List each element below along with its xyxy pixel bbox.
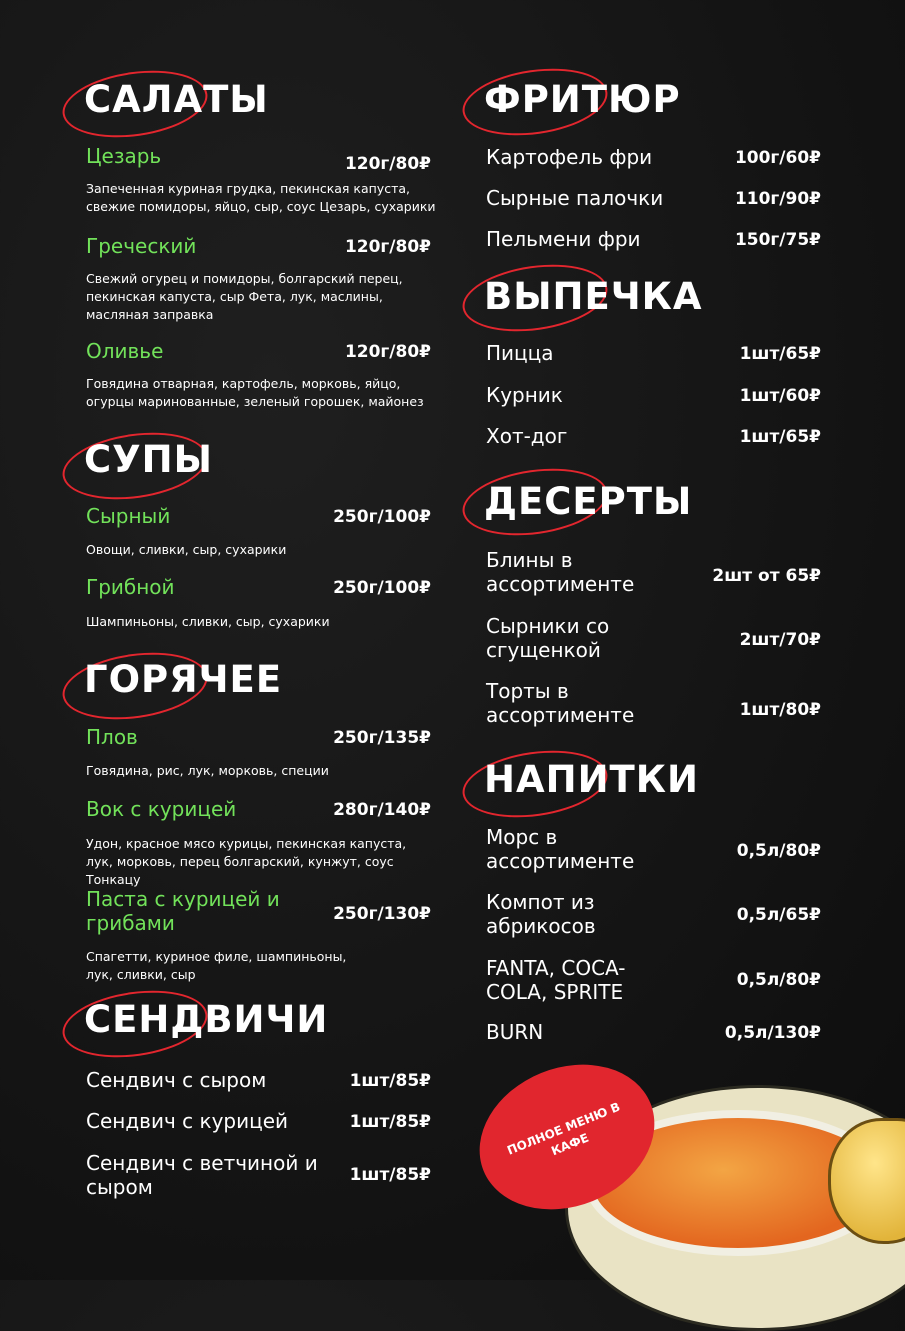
- item-name: Сырники со сгущенкой: [486, 614, 610, 662]
- item-price: 250г/100₽: [333, 578, 431, 598]
- menu-item: [486, 145, 821, 169]
- item-price: 2шт от 65₽: [712, 566, 821, 586]
- menu-item: [486, 956, 821, 1004]
- item-name: Картофель фри: [486, 145, 653, 169]
- item-name: Сырный: [86, 504, 171, 528]
- section-title-fryer: ФРИТЮР: [484, 78, 681, 121]
- menu-item: [486, 825, 821, 873]
- item-name: Греческий: [86, 234, 197, 258]
- item-description: Свежий огурец и помидоры, болгарский перец, пекинская капуста, сыр Фета, лук, маслины, масляная заправка: [86, 271, 403, 322]
- item-price: 0,5л/80₽: [736, 970, 821, 990]
- menu-item: [86, 575, 431, 629]
- menu-item: [86, 725, 431, 778]
- menu-item: [86, 144, 436, 214]
- menu-item: [486, 679, 821, 727]
- item-name: Сырные палочки: [486, 186, 664, 210]
- item-name: Курник: [486, 383, 563, 407]
- item-description: Говядина отварная, картофель, морковь, яйцо, огурцы маринованные, зеленый горошек, майонез: [86, 376, 424, 409]
- section-title-bakery: ВЫПЕЧКА: [484, 275, 703, 318]
- item-price: 100г/60₽: [734, 148, 821, 168]
- menu-item: [486, 614, 821, 662]
- item-price: 1шт/85₽: [349, 1071, 431, 1091]
- item-price: 120г/80₽: [344, 342, 431, 362]
- item-price: 1шт/65₽: [739, 344, 821, 364]
- item-price: 0,5л/65₽: [736, 905, 821, 925]
- menu-item: [86, 234, 431, 322]
- item-description: Удон, красное мясо курицы, пекинская капуста, лук, морковь, перец болгарский, кунжут, соус Тонкацу: [86, 836, 407, 887]
- section-title-sandwiches: СЕНДВИЧИ: [84, 998, 329, 1041]
- item-price: 1шт/85₽: [349, 1165, 431, 1185]
- section-title-soups: СУПЫ: [84, 438, 213, 481]
- item-price: 0,5л/80₽: [736, 841, 821, 861]
- item-price: 250г/100₽: [333, 507, 431, 527]
- item-description: Шампиньоны, сливки, сыр, сухарики: [86, 614, 330, 629]
- item-price: 120г/80₽: [344, 237, 431, 257]
- section-title-salads: САЛАТЫ: [84, 78, 269, 121]
- item-price: 110г/90₽: [734, 189, 821, 209]
- item-name: Сендвич с сыром: [86, 1068, 267, 1092]
- item-name: Морс в ассортименте: [486, 825, 635, 873]
- item-name: Пицца: [486, 341, 554, 365]
- item-name: Вок с курицей: [86, 797, 237, 821]
- item-name: Грибной: [86, 575, 175, 599]
- item-name: Хот-дог: [486, 424, 568, 448]
- item-price: 0,5л/130₽: [724, 1023, 821, 1043]
- menu-item: [86, 887, 431, 982]
- item-description: Овощи, сливки, сыр, сухарики: [86, 542, 287, 557]
- item-name: Блины в ассортименте: [486, 548, 635, 596]
- menu-item: [86, 797, 431, 887]
- menu-item: [486, 383, 821, 407]
- item-name: Сендвич с курицей: [86, 1109, 289, 1133]
- item-description: Говядина, рис, лук, морковь, специи: [86, 763, 329, 778]
- item-name: Компот из абрикосов: [486, 890, 596, 938]
- item-price: 1шт/85₽: [349, 1112, 431, 1132]
- menu-item: [86, 1109, 431, 1133]
- item-name: Паста с курицей и грибами: [86, 887, 280, 935]
- section-title-hot: ГОРЯЧЕЕ: [84, 658, 283, 701]
- item-description: Запеченная куриная грудка, пекинская капуста, свежие помидоры, яйцо, сыр, соус Цезарь, сухарики: [86, 181, 436, 214]
- item-description: Спагетти, куриное филе, шампиньоны, лук, сливки, сыр: [86, 949, 347, 982]
- menu-item: [86, 504, 431, 557]
- item-name: Пельмени фри: [486, 227, 641, 251]
- full-menu-badge: ПОЛНОЕ МЕНЮ В КАФЕ: [458, 1039, 677, 1234]
- item-name: Оливье: [86, 339, 164, 363]
- menu-item: [486, 424, 821, 448]
- menu-item: [486, 548, 821, 596]
- item-name: Плов: [86, 725, 138, 749]
- menu-item: [486, 1020, 821, 1044]
- item-price: 1шт/80₽: [739, 700, 821, 720]
- menu-item: [486, 890, 821, 938]
- menu-item: [86, 1068, 431, 1092]
- item-price: 150г/75₽: [734, 230, 821, 250]
- section-title-drinks: НАПИТКИ: [484, 758, 699, 801]
- item-name: Сендвич с ветчиной и сыром: [86, 1151, 318, 1199]
- item-price: 250г/130₽: [333, 904, 431, 924]
- menu-item: [86, 339, 431, 409]
- item-price: 2шт/70₽: [739, 630, 821, 650]
- item-price: 250г/135₽: [333, 728, 431, 748]
- item-name: Торты в ассортименте: [486, 679, 635, 727]
- item-price: 1шт/65₽: [739, 427, 821, 447]
- menu-item: [486, 227, 821, 251]
- item-price: 1шт/60₽: [739, 386, 821, 406]
- section-title-desserts: ДЕСЕРТЫ: [484, 480, 693, 523]
- item-price: 280г/140₽: [333, 800, 431, 820]
- menu-item: [86, 1151, 431, 1199]
- item-price: 120г/80₽: [344, 154, 431, 174]
- menu-item: [486, 186, 821, 210]
- item-name: Цезарь: [86, 144, 162, 168]
- item-name: BURN: [486, 1020, 544, 1044]
- menu-item: [486, 341, 821, 365]
- item-name: FANTA, COCA-COLA, SPRITE: [486, 956, 626, 1004]
